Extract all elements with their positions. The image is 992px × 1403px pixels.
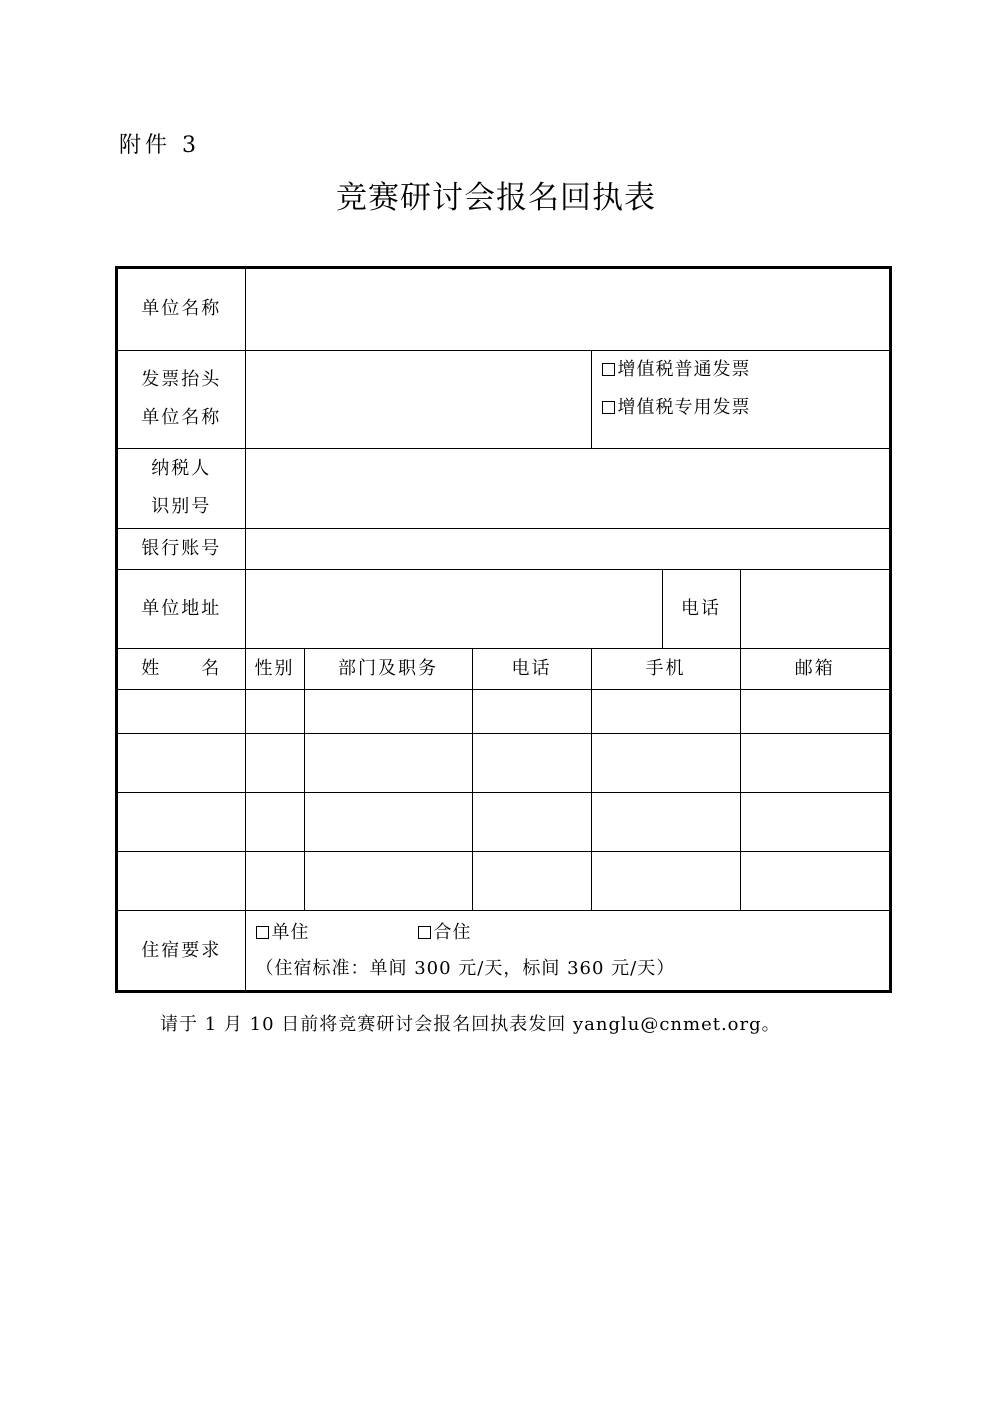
header-email: 邮箱 — [740, 648, 889, 689]
invoice-row — [118, 350, 889, 448]
taxpayer-id-field[interactable] — [245, 448, 889, 528]
attendee-name-cell[interactable] — [118, 689, 245, 733]
attendee-mobile-cell[interactable] — [591, 851, 740, 910]
invoice-label-line2: 单位名称 — [141, 407, 222, 428]
unit-name-field[interactable] — [245, 269, 889, 350]
attendee-phone-cell[interactable] — [472, 689, 591, 733]
lodging-option-shared-label: 合住 — [433, 921, 472, 943]
address-row — [118, 569, 889, 648]
form-title: 竞赛研讨会报名回执表 — [336, 180, 656, 216]
attendee-email-cell[interactable] — [740, 851, 889, 910]
invoice-option-normal[interactable] — [602, 359, 890, 397]
attendee-gender-cell[interactable] — [245, 689, 304, 733]
attendee-row — [118, 733, 889, 792]
lodging-label: 住宿要求 — [118, 910, 245, 991]
taxpayer-label — [118, 448, 245, 528]
lodging-row — [118, 910, 889, 991]
attendee-row — [118, 851, 889, 910]
checkbox-icon[interactable] — [602, 401, 615, 414]
lodging-note: （住宿标准：单间 300 元/天，标间 360 元/天） — [255, 957, 676, 979]
registration-table — [118, 269, 889, 991]
footer-note: 请于 1 月 10 日前将竞赛研讨会报名回执表发回 yanglu@cnmet.org。 — [160, 1014, 781, 1035]
invoice-label-line1: 发票抬头 — [141, 369, 222, 390]
bank-account-row — [118, 528, 889, 569]
lodging-options — [245, 910, 889, 991]
attendee-gender-cell[interactable] — [245, 792, 304, 851]
attendee-phone-cell[interactable] — [472, 792, 591, 851]
taxpayer-row — [118, 448, 889, 528]
address-field[interactable] — [245, 569, 662, 648]
attendee-name-cell[interactable] — [118, 792, 245, 851]
attendee-phone-cell[interactable] — [472, 733, 591, 792]
attendee-email-cell[interactable] — [740, 733, 889, 792]
taxpayer-label-line1: 纳税人 — [151, 458, 212, 479]
checkbox-icon[interactable] — [418, 926, 431, 939]
attendee-row — [118, 689, 889, 733]
attachment-label: 附件 3 — [119, 133, 200, 158]
header-department: 部门及职务 — [304, 648, 472, 689]
taxpayer-label-line2: 识别号 — [151, 496, 212, 517]
checkbox-icon[interactable] — [256, 926, 269, 939]
checkbox-icon[interactable] — [602, 363, 615, 376]
attendee-department-cell[interactable] — [304, 689, 472, 733]
attendee-name-cell[interactable] — [118, 851, 245, 910]
attendee-department-cell[interactable] — [304, 733, 472, 792]
bank-account-field[interactable] — [245, 528, 889, 569]
attendee-mobile-cell[interactable] — [591, 689, 740, 733]
header-phone: 电话 — [472, 648, 591, 689]
address-phone-label: 电话 — [662, 569, 740, 648]
header-name: 姓 名 — [118, 648, 245, 689]
lodging-option-shared[interactable] — [418, 922, 472, 943]
lodging-option-single-label: 单住 — [271, 921, 310, 943]
bank-account-label: 银行账号 — [118, 528, 245, 569]
header-gender: 性别 — [245, 648, 304, 689]
unit-name-row — [118, 269, 889, 350]
invoice-option-special-label: 增值税专用发票 — [617, 396, 751, 418]
attendee-department-cell[interactable] — [304, 792, 472, 851]
attendee-mobile-cell[interactable] — [591, 792, 740, 851]
attendee-mobile-cell[interactable] — [591, 733, 740, 792]
attendee-gender-cell[interactable] — [245, 733, 304, 792]
address-phone-field[interactable] — [740, 569, 889, 648]
registration-form — [115, 266, 892, 993]
invoice-option-special[interactable] — [602, 397, 890, 435]
unit-name-label: 单位名称 — [118, 269, 245, 350]
invoice-option-normal-label: 增值税普通发票 — [617, 358, 751, 380]
attendee-row — [118, 792, 889, 851]
header-mobile: 手机 — [591, 648, 740, 689]
lodging-option-single[interactable] — [256, 922, 310, 943]
attendee-email-cell[interactable] — [740, 689, 889, 733]
attendee-gender-cell[interactable] — [245, 851, 304, 910]
attendee-header-row — [118, 648, 889, 689]
attendee-email-cell[interactable] — [740, 792, 889, 851]
attendee-department-cell[interactable] — [304, 851, 472, 910]
invoice-unit-field[interactable] — [245, 350, 591, 448]
attendee-name-cell[interactable] — [118, 733, 245, 792]
address-label: 单位地址 — [118, 569, 245, 648]
attendee-phone-cell[interactable] — [472, 851, 591, 910]
invoice-type-options — [591, 350, 889, 448]
invoice-label — [118, 350, 245, 448]
